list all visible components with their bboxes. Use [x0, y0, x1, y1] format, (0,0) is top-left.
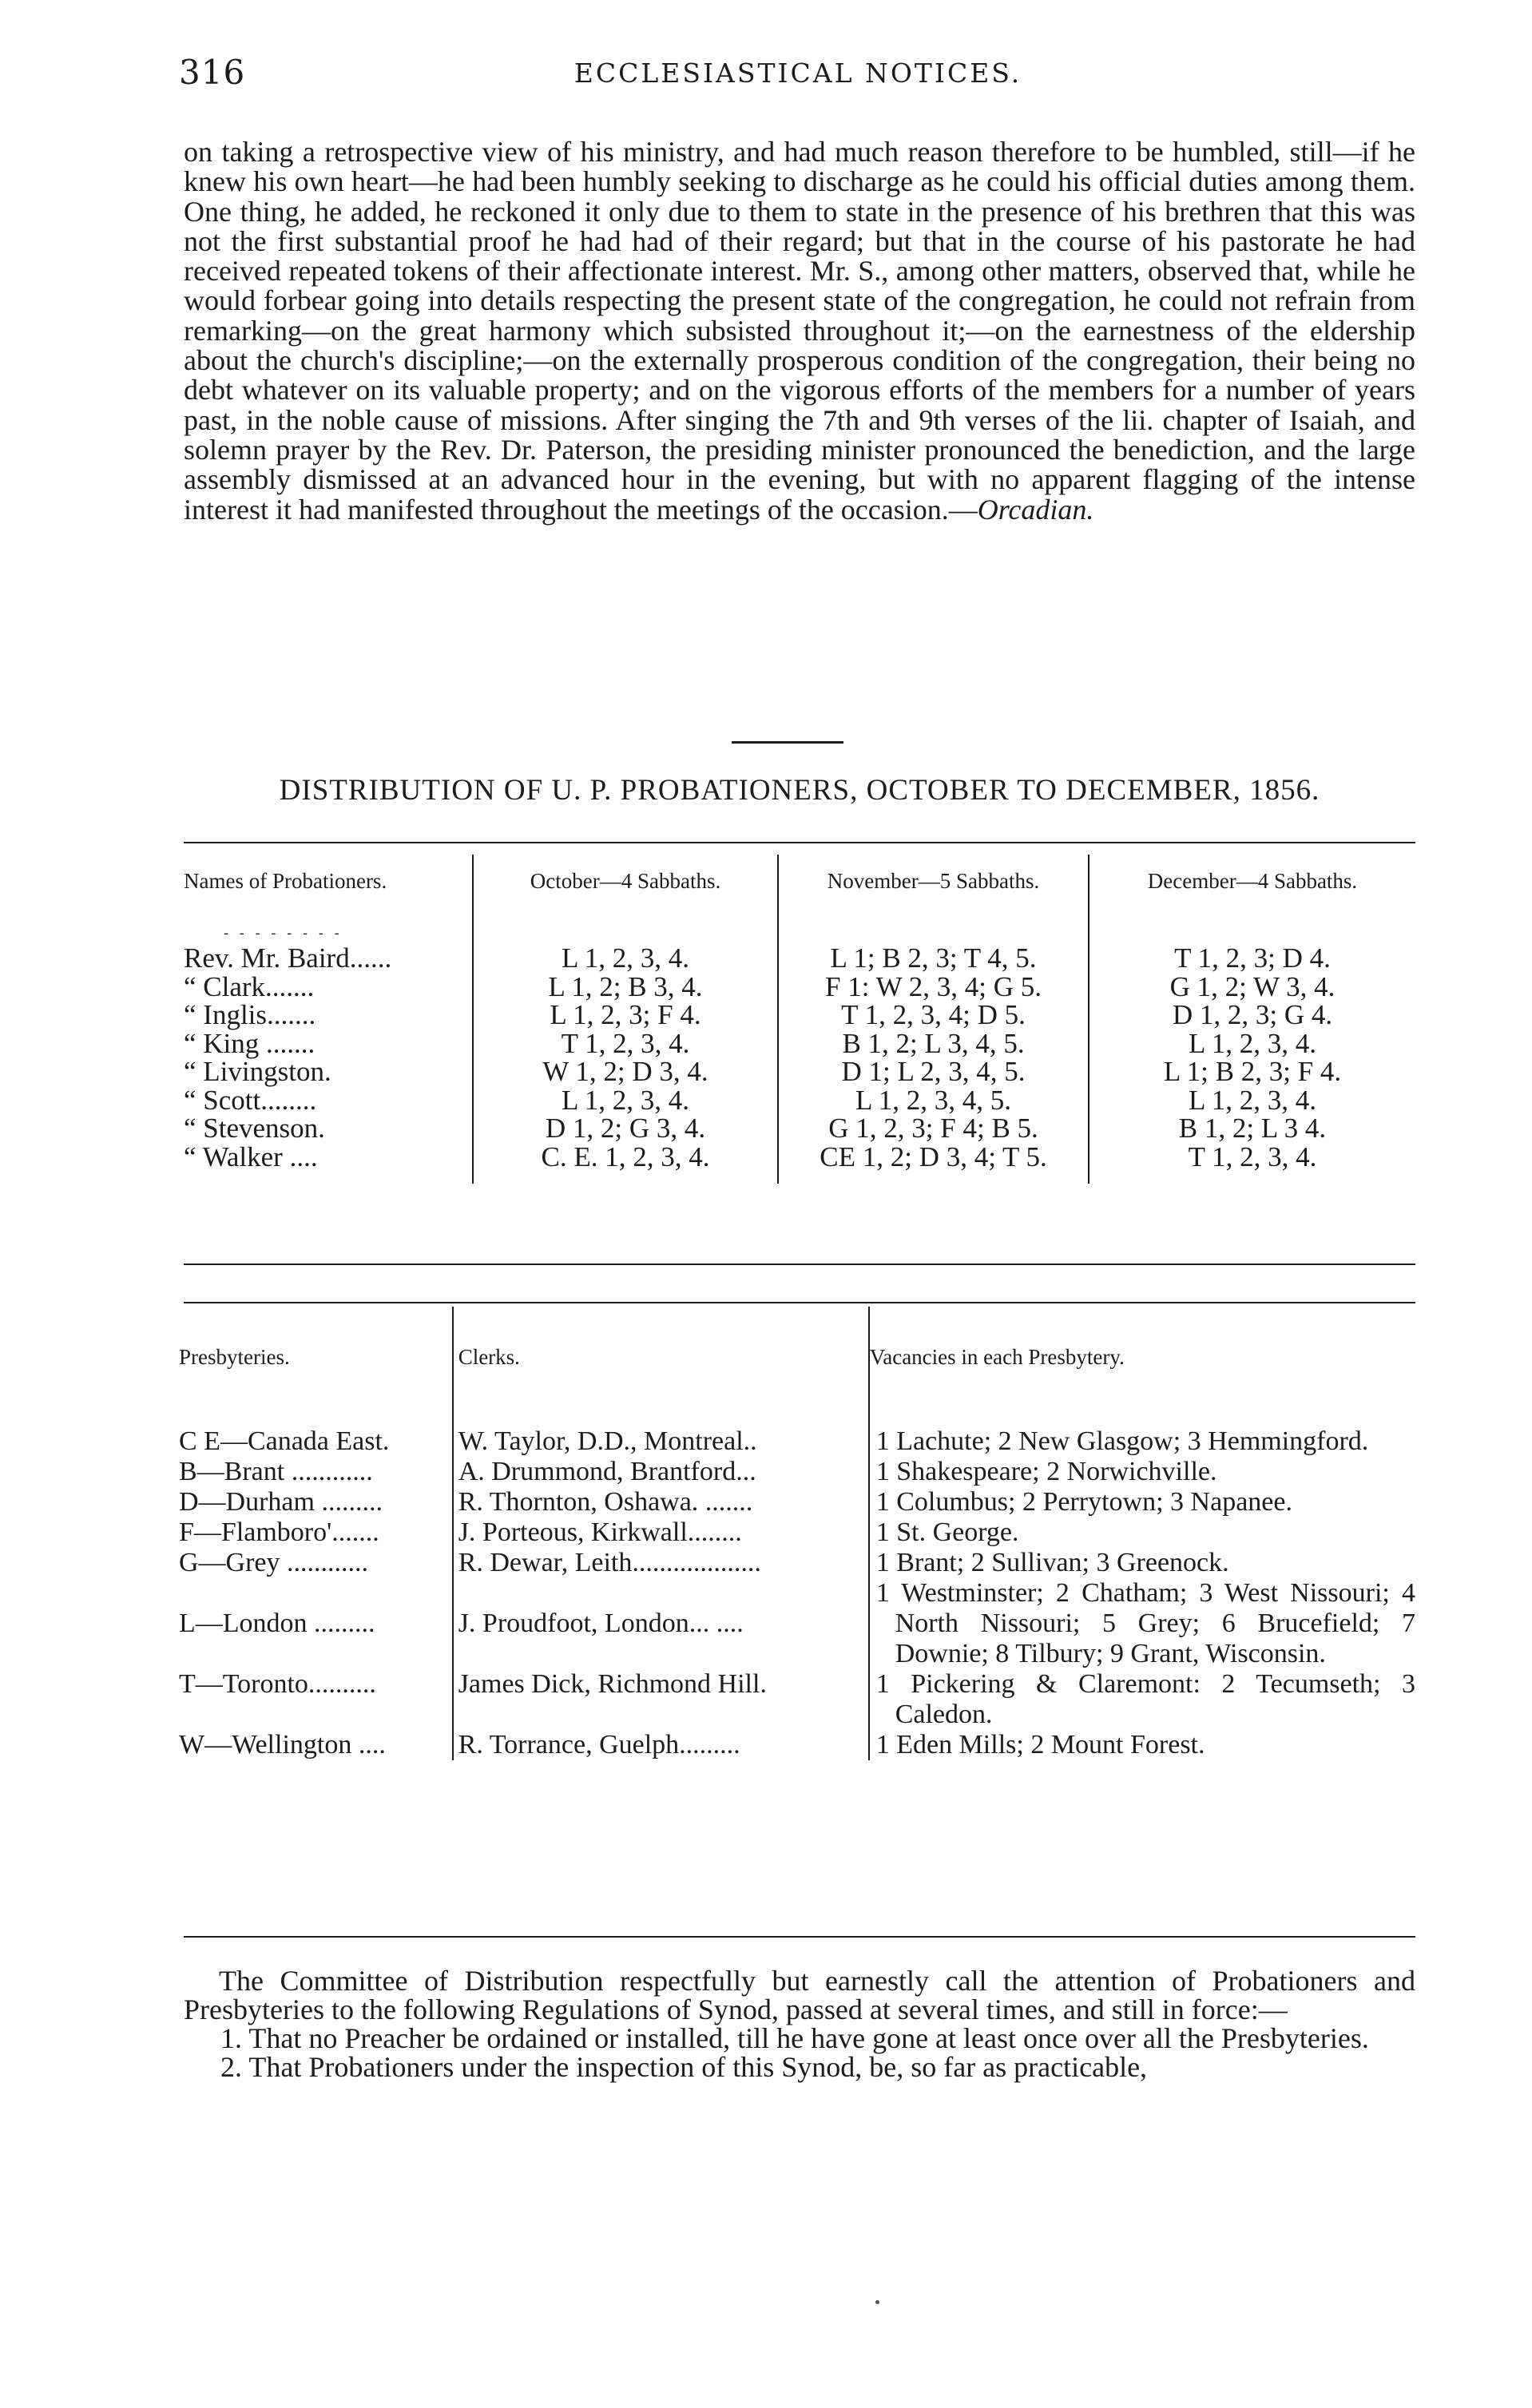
table-bottom-rule [184, 1264, 1415, 1265]
clerk-name: R. Thornton, Oshawa. ....... [453, 1487, 869, 1517]
clerk-name: A. Drummond, Brantford... [453, 1457, 869, 1487]
table-row [184, 1143, 1415, 1172]
page-number: 316 [179, 53, 246, 92]
vacancies-cell: 1 Eden Mills; 2 Mount Forest. [869, 1730, 1415, 1760]
presbytery-name: L—London ......... [179, 1609, 375, 1638]
table-row [184, 1114, 1415, 1143]
regulations-intro: The Committee of Distribution respectfully but earnestly call the attention of Probationers and Presbyteries to the following Regulations of Synod, passed at several times, and still in force:— [184, 1965, 1415, 2025]
probationer-name: “ Livingston. [184, 1056, 331, 1088]
november-cell: D 1; L 2, 3, 4, 5. [778, 1057, 1089, 1086]
clerk-name: R. Torrance, Guelph......... [453, 1730, 869, 1760]
table-row [179, 1730, 1415, 1760]
probationer-name: Rev. Mr. Baird...... [184, 942, 392, 974]
presbytery-name: G—Grey ............ [179, 1548, 369, 1577]
presbytery-name: B—Brant ............ [179, 1457, 373, 1486]
table-row [184, 973, 1415, 1002]
probationer-name: “ Inglis....... [184, 999, 316, 1031]
november-cell: B 1, 2; L 3, 4, 5. [778, 1029, 1089, 1058]
col-header-december: December—4 Sabbaths. [1089, 855, 1415, 907]
intro-text: on taking a retrospective view of his ministry, and had much reason therefore to be humbled, still—if he knew his own heart—he had been humbly seeking to discharge as he could his official duties among them. One thing, he added, he reckoned it only due to them to state in the presence of his brethren that this was not the first substantial proof he had had of their regard; but that in the course of his pastorate he had received repeated tokens of their affectionate interest. Mr. S., among other matters, observed that, while he would forbear going into details respecting the present state of the congregation, he could not refrain from remarking—on the great harmony which subsisted throughout it;—on the earnestness of the eldership about the church's discipline;—on the externally prosperous condition of the congregation, their being no debt whatever on its valuable property; and on the vigorous efforts of the members for a number of years past, in the noble cause of missions. After singing the 7th and 9th verses of the lii. chapter of Isaiah, and solemn prayer by the Rev. Dr. Paterson, the presiding minister pronounced the benediction, and the large assembly dismissed at an advanced hour in the evening, but with no apparent flagging of the intense interest it had manifested throughout the meetings of the occasion.— [184, 136, 1415, 526]
presbytery-name: W—Wellington .... [179, 1730, 386, 1759]
november-cell: F 1: W 2, 3, 4; G 5. [778, 973, 1089, 1002]
december-cell: G 1, 2; W 3, 4. [1089, 973, 1415, 1002]
december-cell: L 1; B 2, 3; F 4. [1089, 1057, 1415, 1086]
presbytery-top-rule [184, 1302, 1415, 1303]
october-cell: W 1, 2; D 3, 4. [473, 1057, 778, 1086]
header-gap-row [179, 1407, 1415, 1426]
running-head: ECCLESIASTICAL NOTICES. [574, 58, 1022, 89]
presbytery-name: F—Flamboro'....... [179, 1517, 379, 1547]
intro-source: Orcadian. [977, 493, 1094, 526]
col-header-november: November—5 Sabbaths. [778, 855, 1089, 907]
november-cell: T 1, 2, 3, 4; D 5. [778, 1001, 1089, 1029]
probationer-name: “ Scott........ [184, 1084, 317, 1116]
october-cell: T 1, 2, 3, 4. [473, 1029, 778, 1058]
december-cell: T 1, 2, 3, 4. [1089, 1143, 1415, 1172]
november-cell: G 1, 2, 3; F 4; B 5. [778, 1114, 1089, 1143]
regulation-item: 2. That Probationers under the inspection of this Synod, be, so far as practicable, [220, 2051, 1148, 2083]
table-row [184, 1029, 1415, 1058]
december-cell: T 1, 2, 3; D 4. [1089, 944, 1415, 973]
table-row [179, 1426, 1415, 1457]
distribution-title: DISTRIBUTION OF U. P. PROBATIONERS, OCTOBER TO DECEMBER, 1856. [279, 774, 1320, 807]
probationer-name: “ Stevenson. [184, 1113, 325, 1144]
clerk-name: J. Porteous, Kirkwall........ [453, 1517, 869, 1548]
presbytery-name: D—Durham ......... [179, 1487, 383, 1517]
vacancies-cell: 1 Brant; 2 Sullivan; 3 Greenock. [869, 1548, 1415, 1578]
table-row [184, 1001, 1415, 1029]
presbyteries-table [179, 1307, 1415, 1760]
october-cell: L 1, 2; B 3, 4. [473, 973, 778, 1002]
december-cell: D 1, 2, 3; G 4. [1089, 1001, 1415, 1029]
regulation-item: 1. That no Preacher be ordained or installed, till he have gone at least once over all the Presbyteries. [220, 2022, 1369, 2054]
table-row [184, 944, 1415, 973]
december-cell: B 1, 2; L 3 4. [1089, 1114, 1415, 1143]
october-cell: D 1, 2; G 3, 4. [473, 1114, 778, 1143]
clerk-name: W. Taylor, D.D., Montreal.. [453, 1426, 869, 1457]
december-cell: L 1, 2, 3, 4. [1089, 1086, 1415, 1115]
col-header-names: Names of Probationers. [184, 868, 387, 893]
november-cell: L 1; B 2, 3; T 4, 5. [778, 944, 1089, 973]
col-header-clerks: Clerks. [453, 1307, 869, 1407]
paper-speck [875, 2300, 879, 2304]
clerk-name: James Dick, Richmond Hill. [453, 1669, 869, 1730]
section-divider [732, 741, 843, 744]
presbytery-header-row [179, 1307, 1415, 1407]
presbytery-name: T—Toronto.......... [179, 1669, 376, 1699]
table-row [179, 1669, 1415, 1730]
col-header-october: October—4 Sabbaths. [473, 855, 778, 907]
clerk-name: J. Proudfoot, London... .... [453, 1578, 869, 1669]
table-row [179, 1578, 1415, 1669]
col-header-presbyteries: Presbyteries. [179, 1344, 290, 1369]
table-row [179, 1487, 1415, 1517]
probationers-header-row [184, 855, 1415, 907]
probationers-table [184, 855, 1415, 1184]
october-cell: L 1, 2, 3; F 4. [473, 1001, 778, 1029]
vacancies-cell: 1 Columbus; 2 Perrytown; 3 Napanee. [869, 1487, 1415, 1517]
vacancies-cell: 1 Lachute; 2 New Glasgow; 3 Hemmingford. [869, 1426, 1415, 1457]
probationer-name: “ Walker .... [184, 1141, 318, 1172]
october-cell: L 1, 2, 3, 4. [473, 1086, 778, 1115]
december-cell: L 1, 2, 3, 4. [1089, 1029, 1415, 1058]
table-row [184, 1086, 1415, 1115]
table-row [179, 1548, 1415, 1578]
vacancies-cell: 1 Shakespeare; 2 Norwichville. [869, 1457, 1415, 1487]
november-cell: CE 1, 2; D 3, 4; T 5. [778, 1143, 1089, 1172]
presbytery-name: C E—Canada East. [179, 1426, 390, 1456]
october-cell: L 1, 2, 3, 4. [473, 944, 778, 973]
vacancies-cell: 1 Westminster; 2 Chatham; 3 West Nissouri; 4 North Nissouri; 5 Grey; 6 Brucefield; 7 Downie; 8 Tilbury; 9 Grant, Wisconsin. [869, 1578, 1415, 1669]
october-cell: C. E. 1, 2, 3, 4. [473, 1143, 778, 1172]
header-gap-row [184, 907, 1415, 944]
table-row [184, 1057, 1415, 1086]
clerk-name: R. Dewar, Leith................... [453, 1548, 869, 1578]
probationer-name: “ King ....... [184, 1027, 316, 1059]
november-cell: L 1, 2, 3, 4, 5. [778, 1086, 1089, 1115]
col-header-vacancies: Vacancies in each Presbytery. [869, 1307, 1415, 1407]
table-bottom-pad [184, 1171, 1415, 1184]
intro-paragraph [184, 137, 1415, 525]
header-dot-leader: - - - - - - - - [224, 925, 343, 942]
table-row [179, 1517, 1415, 1548]
probationer-name: “ Clark....... [184, 970, 315, 1002]
table-top-rule [184, 842, 1415, 843]
vacancies-cell: 1 Pickering & Claremont: 2 Tecumseth; 3 Caledon. [869, 1669, 1415, 1730]
vacancies-cell: 1 St. George. [869, 1517, 1415, 1548]
page-header [179, 53, 1417, 101]
regulations-section [184, 1966, 1415, 2081]
table-row [179, 1457, 1415, 1487]
presbytery-bottom-rule [184, 1936, 1415, 1938]
